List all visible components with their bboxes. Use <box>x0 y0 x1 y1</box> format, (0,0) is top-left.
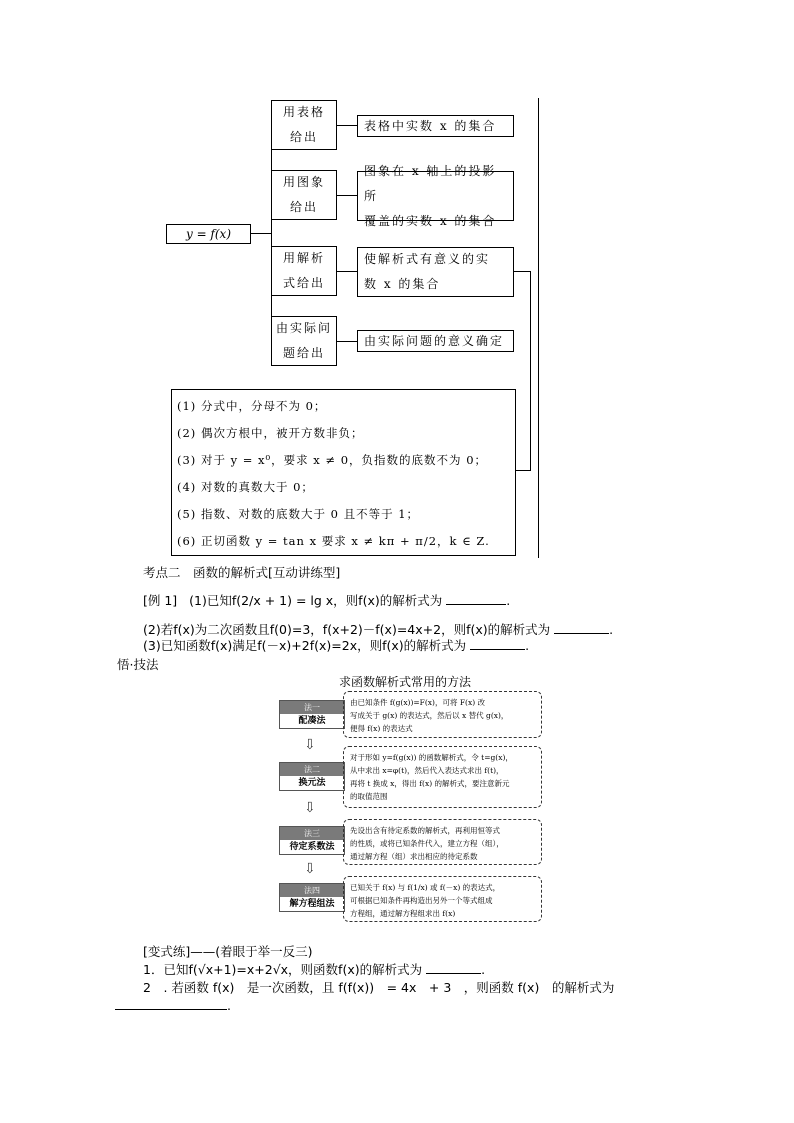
rules-connector-bottom <box>516 470 531 471</box>
question-text: (2)若f(x)为二次函数且f(0)=3，f(x+2)－f(x)=4x+2，则f(x)的解析式为 <box>143 622 551 637</box>
example-question-2: (2)若f(x)为二次函数且f(0)=3，f(x+2)－f(x)=4x+2，则f(x)的解析式为 . <box>143 622 614 637</box>
down-arrow-icon: ⇩ <box>304 800 316 816</box>
result-text: 使解析式有意义的实 <box>364 252 491 266</box>
desc-line: 的取值范围 <box>350 792 388 801</box>
section-heading: 考点二 函数的解析式[互动讲练型] <box>143 565 341 580</box>
method-text: 用解析 <box>282 251 325 265</box>
root-function-box <box>166 224 251 244</box>
desc-line: 方程组，通过解方程组求出 f(x) <box>350 909 456 918</box>
answer-blank[interactable] <box>426 973 481 974</box>
practice-question-2 <box>143 978 614 996</box>
method-text: 给出 <box>289 130 318 144</box>
desc-line: 写成关于 g(x) 的表达式，然后以 x 替代 g(x)， <box>350 711 509 720</box>
desc-line: 便得 f(x) 的表达式 <box>350 724 413 733</box>
question-text: 1．已知f(√x+1)=x+2√x，则函数f(x)的解析式为 <box>143 962 423 977</box>
result-text: 图象在 x 轴上的投影所 <box>364 163 497 203</box>
example-question-3: (3)已知函数f(x)满足f(－x)+2f(x)=2x，则f(x)的解析式为 . <box>143 638 530 653</box>
method-tag: 法一 <box>280 701 344 714</box>
rule-item: (1) 分式中，分母不为 0； <box>177 399 327 413</box>
flow-title: 求函数解析式常用的方法 <box>338 675 471 689</box>
down-arrow-icon: ⇩ <box>304 737 316 753</box>
trunk-line <box>271 125 272 340</box>
method-text: 给出 <box>289 200 318 214</box>
answer-blank[interactable] <box>470 649 525 650</box>
desc-line: 的性质，或将已知条件代入，建立方程（组）， <box>350 839 504 848</box>
domain-rules-box <box>171 389 516 556</box>
answer-blank[interactable] <box>554 633 609 634</box>
answer-blank[interactable] <box>115 1009 227 1010</box>
desc-line: 再将 t 换成 x，得出 f(x) 的解析式，要注意新元 <box>350 779 510 788</box>
question-text: 2 . 若函数 f(x) 是一次函数，且 f(f(x)) = 4x + 3 ，则函数 f(x) 的解析式为 <box>143 980 615 995</box>
branch-connector <box>337 195 357 196</box>
method-tab-2 <box>279 762 345 791</box>
practice-question-1: 1．已知f(√x+1)=x+2√x，则函数f(x)的解析式为 . <box>143 962 486 977</box>
root-connector <box>251 233 271 234</box>
desc-line: 通过解方程（组）求出相应的待定系数 <box>350 852 478 861</box>
question-text: (1)已知f(2/x + 1) = lg x，则f(x)的解析式为 <box>189 593 443 608</box>
method-box-graph <box>271 170 337 220</box>
rule-item: (2) 偶次方根中，被开方数非负； <box>177 426 364 440</box>
rule-item: (6) 正切函数 y = tan x 要求 x ≠ kπ + π/2，k ∈ Z. <box>177 534 490 548</box>
method-tab-1 <box>279 700 345 729</box>
rule-item: (3) 对于 y = x⁰，要求 x ≠ 0，负指数的底数不为 0； <box>177 453 488 467</box>
method-text: 题给出 <box>282 346 325 360</box>
result-box-table <box>357 115 514 137</box>
down-arrow-icon: ⇩ <box>304 861 316 877</box>
desc-line: 从中求出 x=φ(t)，然后代入表达式求出 f(t)， <box>350 766 504 775</box>
method-text: 由实际问 <box>275 321 332 335</box>
method-name: 解方程组法 <box>280 897 344 911</box>
method-box-practical <box>271 316 337 366</box>
method-name: 换元法 <box>280 776 344 790</box>
page-edge-line <box>538 98 539 558</box>
answer-blank[interactable] <box>446 604 506 605</box>
desc-line: 由已知条件 f(g(x))=F(x)，可将 F(x) 改 <box>350 698 486 707</box>
result-box-graph <box>357 163 514 228</box>
desc-line: 可根据已知条件再构造出另外一个等式组成 <box>350 896 493 905</box>
method-tag: 法四 <box>280 884 344 897</box>
method-name: 配凑法 <box>280 714 344 728</box>
root-label: y = f(x) <box>185 227 232 241</box>
branch-connector <box>337 341 357 342</box>
method-text: 式给出 <box>282 276 325 290</box>
method-name: 待定系数法 <box>280 840 344 854</box>
method-box-table <box>271 100 337 150</box>
result-text: 数 x 的集合 <box>364 277 441 291</box>
method-tag: 法二 <box>280 763 344 776</box>
practice-heading: [变式练]——(着眼于举一反三) <box>143 944 313 959</box>
desc-line: 已知关于 f(x) 与 f(1/x) 或 f(－x) 的表达式， <box>350 883 501 892</box>
result-text: 由实际问题的意义确定 <box>364 333 505 348</box>
result-box-formula <box>357 247 514 297</box>
method-desc-1 <box>343 691 542 738</box>
rule-item: (5) 指数、对数的底数大于 0 且不等于 1； <box>177 507 420 521</box>
result-text: 表格中实数 x 的集合 <box>364 118 497 133</box>
example-question-1: [例 1] (1)已知f(2/x + 1) = lg x，则f(x)的解析式为 . <box>143 593 511 608</box>
rules-connector-top <box>514 271 530 272</box>
method-text: 用图象 <box>282 175 325 189</box>
method-desc-2 <box>343 746 542 808</box>
desc-line: 先设出含有待定系数的解析式，再利用恒等式 <box>350 826 500 835</box>
rules-connector-vertical <box>530 271 531 471</box>
rule-item: (4) 对数的真数大于 0； <box>177 480 314 494</box>
result-text: 覆盖的实数 x 的集合 <box>364 213 497 228</box>
method-desc-4 <box>343 876 542 922</box>
method-tab-3 <box>279 826 345 855</box>
method-tab-4 <box>279 883 345 912</box>
branch-connector <box>337 125 357 126</box>
branch-connector <box>337 271 357 272</box>
method-box-formula <box>271 246 337 296</box>
example-label: [例 1] <box>143 593 178 608</box>
tip-heading: 悟·技法 <box>117 657 159 672</box>
practice-answer-line: . <box>115 998 231 1013</box>
question-text: (3)已知函数f(x)满足f(－x)+2f(x)=2x，则f(x)的解析式为 <box>143 638 467 653</box>
method-text: 用表格 <box>282 105 325 119</box>
result-box-practical <box>357 330 514 352</box>
desc-line: 对于形如 y=f(g(x)) 的函数解析式，令 t=g(x)， <box>350 753 513 762</box>
method-tag: 法三 <box>280 827 344 840</box>
method-desc-3 <box>343 819 542 865</box>
